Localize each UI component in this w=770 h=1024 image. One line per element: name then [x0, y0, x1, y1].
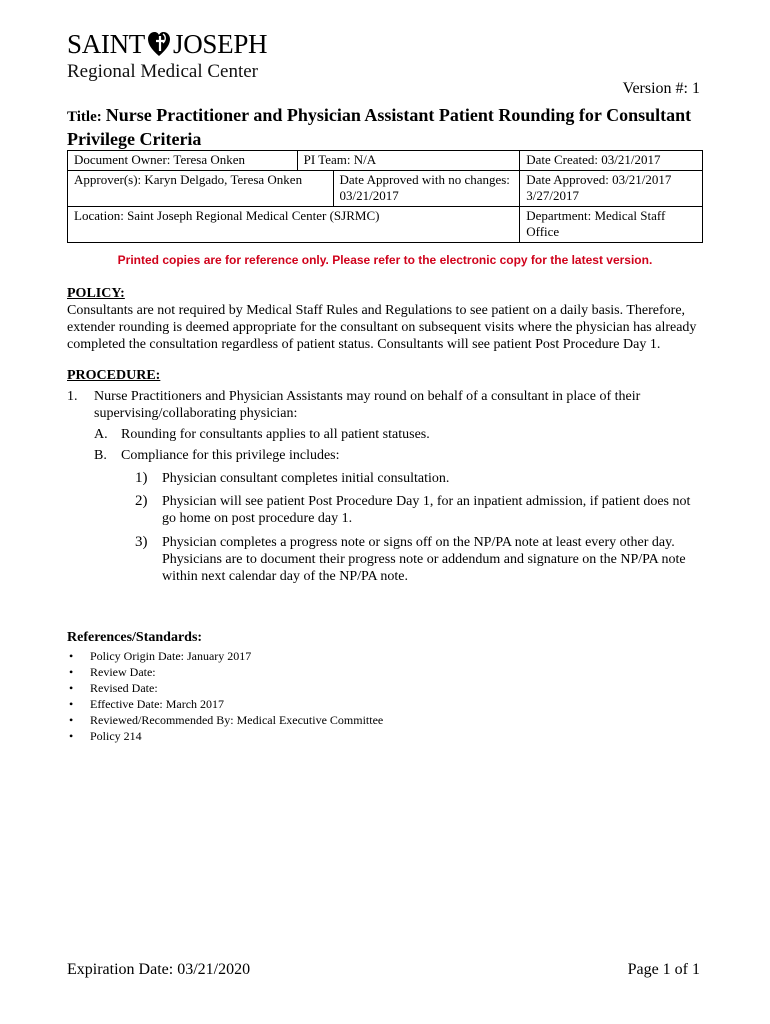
approvers-cell: Approver(s): Karyn Delgado, Teresa Onken — [68, 171, 334, 207]
expiration-date: Expiration Date: 03/21/2020 — [67, 961, 251, 978]
version-number: Version #: 1 — [622, 80, 700, 97]
title-text: Nurse Practitioner and Physician Assistant Patient Rounding for Consultant Privilege Criteria — [67, 105, 692, 149]
date-approved-no-changes-value: 03/21/2017 — [339, 188, 399, 203]
heart-cross-icon — [147, 30, 171, 58]
substep-letter: B. — [94, 448, 107, 463]
date-approved-label: Date Approved: 03/21/2017 — [526, 172, 672, 187]
procedure-heading: PROCEDURE: — [67, 368, 161, 383]
step-number: 1. — [67, 389, 78, 404]
printed-copy-notice: Printed copies are for reference only. Please refer to the electronic copy for the latest version. — [117, 253, 653, 267]
step-text: Nurse Practitioners and Physician Assistants may round on behalf of a consultant in place of their supervising/collaborating physician: — [94, 389, 641, 421]
pi-team-cell: PI Team: N/A — [297, 151, 520, 171]
bullet: • — [69, 713, 74, 727]
department-cell — [520, 207, 703, 243]
document-owner-cell: Document Owner: Teresa Onken — [68, 151, 298, 171]
policy-heading: POLICY: — [67, 286, 125, 301]
date-approved-no-changes-label: Date Approved with no changes: — [339, 172, 510, 187]
date-created-cell: Date Created: 03/21/2017 — [520, 151, 703, 171]
bullet: • — [69, 649, 74, 663]
list-item — [67, 680, 383, 696]
meta-row-3 — [68, 207, 703, 243]
list-item — [67, 648, 383, 664]
compliance-item — [135, 493, 707, 527]
item-number: 1) — [135, 470, 148, 486]
organization-logo — [67, 30, 267, 82]
bullet: • — [69, 665, 74, 679]
reference-text: Effective Date: March 2017 — [90, 697, 225, 711]
document-title — [67, 104, 707, 152]
procedure-list — [67, 388, 707, 585]
item-text: Physician will see patient Post Procedure Day 1, for an inpatient admission, if patient does not go home on post procedure day 1. — [162, 494, 691, 526]
substep-letter: A. — [94, 427, 108, 442]
department-value: Office — [526, 224, 560, 239]
reference-text: Reviewed/Recommended By: Medical Executive Committee — [90, 713, 384, 727]
substep-text: Compliance for this privilege includes: — [121, 448, 340, 463]
department-label: Department: Medical Staff — [526, 208, 666, 223]
reference-text: Policy 214 — [90, 729, 142, 743]
bullet: • — [69, 681, 74, 695]
procedure-substep-b — [94, 447, 707, 464]
list-item — [67, 696, 383, 712]
item-number: 3) — [135, 534, 148, 550]
reference-text: Revised Date: — [90, 681, 158, 695]
date-approved-cell — [520, 171, 703, 207]
page-number: Page 1 of 1 — [627, 961, 700, 978]
compliance-item — [135, 534, 707, 585]
document-meta-table — [67, 150, 703, 243]
date-approved-value: 3/27/2017 — [526, 188, 579, 203]
logo-name-left: SAINT — [67, 29, 145, 59]
location-cell: Location: Saint Joseph Regional Medical Center (SJRMC) — [68, 207, 520, 243]
item-text: Physician completes a progress note or signs off on the NP/PA note at least every other day. Physicians are to document their progress note or addendum and signature on the NP/PA note within next calendar day of the NP/PA note. — [162, 535, 686, 584]
meta-row-1 — [68, 151, 703, 171]
references-list — [67, 648, 383, 744]
procedure-step — [67, 388, 707, 422]
logo-wordmark — [67, 30, 267, 58]
logo-subtitle: Regional Medical Center — [67, 61, 258, 82]
bullet: • — [69, 697, 74, 711]
policy-text: Consultants are not required by Medical Staff Rules and Regulations to see patient on a daily basis. Therefore, extender rounding is deemed appropriate for the consultant on subsequent visits where the physician has already completed the consultation regardless of patient status. Consultants will see patient Post Procedure Day 1. — [67, 303, 697, 352]
item-text: Physician consultant completes initial consultation. — [162, 471, 450, 486]
item-number: 2) — [135, 493, 148, 509]
compliance-item — [135, 470, 707, 487]
date-approved-no-changes-cell — [333, 171, 520, 207]
list-item — [67, 728, 383, 744]
list-item — [67, 664, 383, 680]
references-heading: References/Standards: — [67, 630, 203, 645]
procedure-substep-a — [94, 426, 707, 443]
meta-row-2 — [68, 171, 703, 207]
bullet: • — [69, 729, 74, 743]
reference-text: Policy Origin Date: January 2017 — [90, 649, 252, 663]
logo-name-right: JOSEPH — [173, 29, 268, 59]
list-item — [67, 712, 383, 728]
title-label: Title: — [67, 109, 102, 125]
reference-text: Review Date: — [90, 665, 156, 679]
substep-text: Rounding for consultants applies to all patient statuses. — [121, 427, 430, 442]
